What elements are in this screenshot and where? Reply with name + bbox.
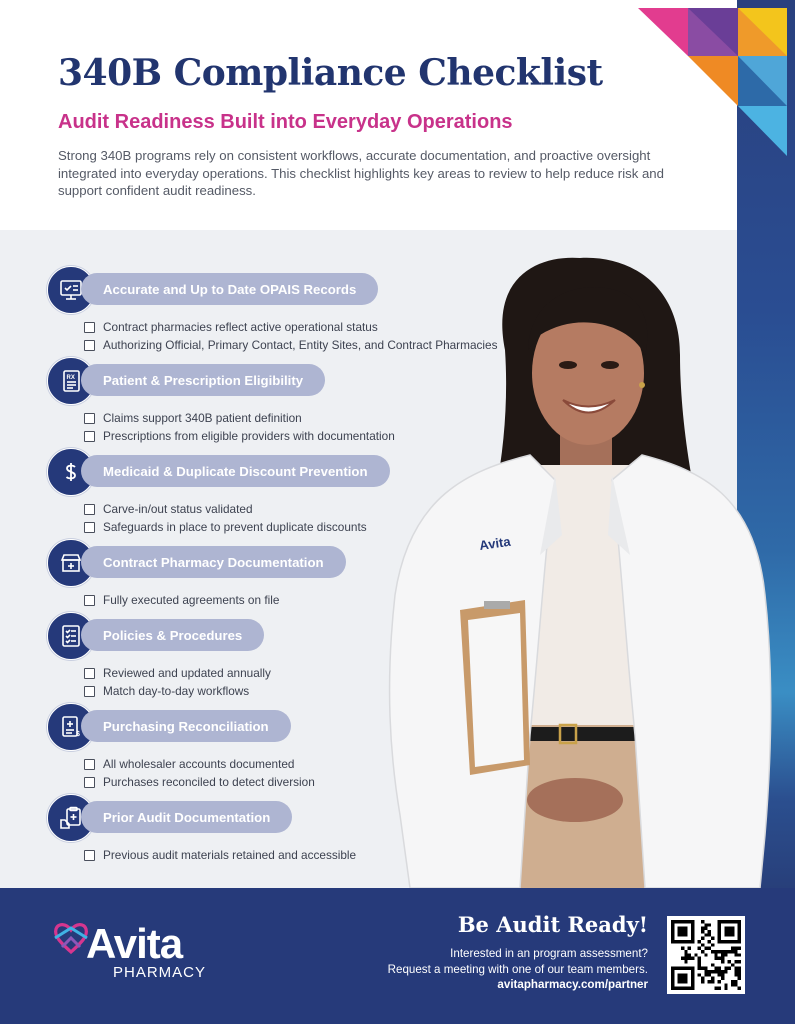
checklist-item-label: Safeguards in place to prevent duplicate discounts: [103, 520, 367, 534]
checkbox[interactable]: [84, 413, 95, 424]
cta-line: Interested in an program assessment?: [450, 947, 648, 960]
checkbox[interactable]: [84, 522, 95, 533]
section-title-pill: [81, 546, 346, 578]
svg-text:RX: RX: [66, 375, 75, 381]
checklist-item-label: Prescriptions from eligible providers with documentation: [103, 429, 395, 443]
checklist-items: [84, 846, 356, 864]
section-title: Purchasing Reconciliation: [103, 718, 269, 734]
checklist-item-label: Purchases reconciled to detect diversion: [103, 775, 315, 789]
section-title-pill: [81, 619, 264, 651]
section-title-pill: [81, 364, 325, 396]
checklist-item-label: Fully executed agreements on file: [103, 593, 280, 607]
avita-logo-mark-icon: [52, 920, 90, 956]
checklist-item-label: Reviewed and updated annually: [103, 666, 271, 680]
checklist-item[interactable]: [84, 773, 315, 791]
checklist-item[interactable]: [84, 336, 497, 354]
checkbox[interactable]: [84, 340, 95, 351]
checklist-items: [84, 664, 271, 700]
checklist-item[interactable]: [84, 591, 279, 609]
checklist-item-label: All wholesaler accounts documented: [103, 757, 295, 771]
checklist-item[interactable]: [84, 427, 395, 445]
section-title: Policies & Procedures: [103, 627, 243, 643]
checklist-items: [84, 409, 395, 445]
checkbox[interactable]: [84, 686, 95, 697]
checkbox[interactable]: [84, 850, 95, 861]
section-title: Contract Pharmacy Documentation: [103, 554, 324, 570]
checklist-item-label: Authorizing Official, Primary Contact, Entity Sites, and Contract Pharmacies: [103, 338, 498, 352]
checkbox[interactable]: [84, 504, 95, 515]
section-title: Medicaid & Duplicate Discount Prevention: [103, 463, 368, 479]
section-title: Patient & Prescription Eligibility: [103, 372, 304, 388]
svg-text:$: $: [76, 731, 80, 738]
logo-wordmark: Avita: [86, 920, 183, 967]
checklist-item[interactable]: [84, 518, 367, 536]
page-title: 340B Compliance Checklist: [58, 52, 603, 94]
checklist-item-label: Match day-to-day workflows: [103, 684, 250, 698]
section-title-pill: [81, 455, 390, 487]
checklist-item-label: Previous audit materials retained and accessible: [103, 848, 357, 862]
logo-subtitle: PHARMACY: [113, 964, 207, 981]
cta-url-link[interactable]: avitapharmacy.com/partner: [497, 978, 648, 991]
checklist-item-label: Contract pharmacies reflect active operational status: [103, 320, 378, 334]
checklist-item[interactable]: [84, 682, 271, 700]
checkbox[interactable]: [84, 777, 95, 788]
checklist-item[interactable]: [84, 500, 367, 518]
checkbox[interactable]: [84, 431, 95, 442]
checklist-item[interactable]: [84, 409, 395, 427]
section-title: Accurate and Up to Date OPAIS Records: [103, 281, 357, 297]
checklist-items: [84, 318, 497, 354]
triangle-decoration: [638, 8, 787, 158]
checklist-item[interactable]: [84, 664, 271, 682]
checklist-item-label: Carve-in/out status validated: [103, 502, 253, 516]
qr-code-icon[interactable]: [667, 916, 745, 994]
section-title: Prior Audit Documentation: [103, 809, 271, 825]
page-subtitle: Audit Readiness Built into Everyday Operations: [58, 111, 513, 133]
checkbox[interactable]: [84, 668, 95, 679]
section-title-pill: [81, 801, 292, 833]
checklist-item[interactable]: [84, 318, 497, 336]
checkbox[interactable]: [84, 759, 95, 770]
section-title-pill: [81, 273, 378, 305]
checklist-items: [84, 755, 315, 791]
checkbox[interactable]: [84, 322, 95, 333]
intro-paragraph: Strong 340B programs rely on consistent workflows, accurate documentation, and proactive oversight integrated into everyday operations. This checklist highlights key areas to review to help reduce risk and support confident audit readiness.: [58, 148, 664, 198]
checklist-item[interactable]: [84, 755, 315, 773]
cta-title: Be Audit Ready!: [457, 912, 648, 937]
coat-logo: Avita: [478, 533, 512, 553]
checklist-items: [84, 500, 367, 536]
section-title-pill: [81, 710, 291, 742]
checklist-items: [84, 591, 279, 609]
checklist-item[interactable]: [84, 846, 356, 864]
cta-line: Request a meeting with one of our team members.: [387, 963, 648, 976]
checkbox[interactable]: [84, 595, 95, 606]
checklist-item-label: Claims support 340B patient definition: [103, 411, 302, 425]
